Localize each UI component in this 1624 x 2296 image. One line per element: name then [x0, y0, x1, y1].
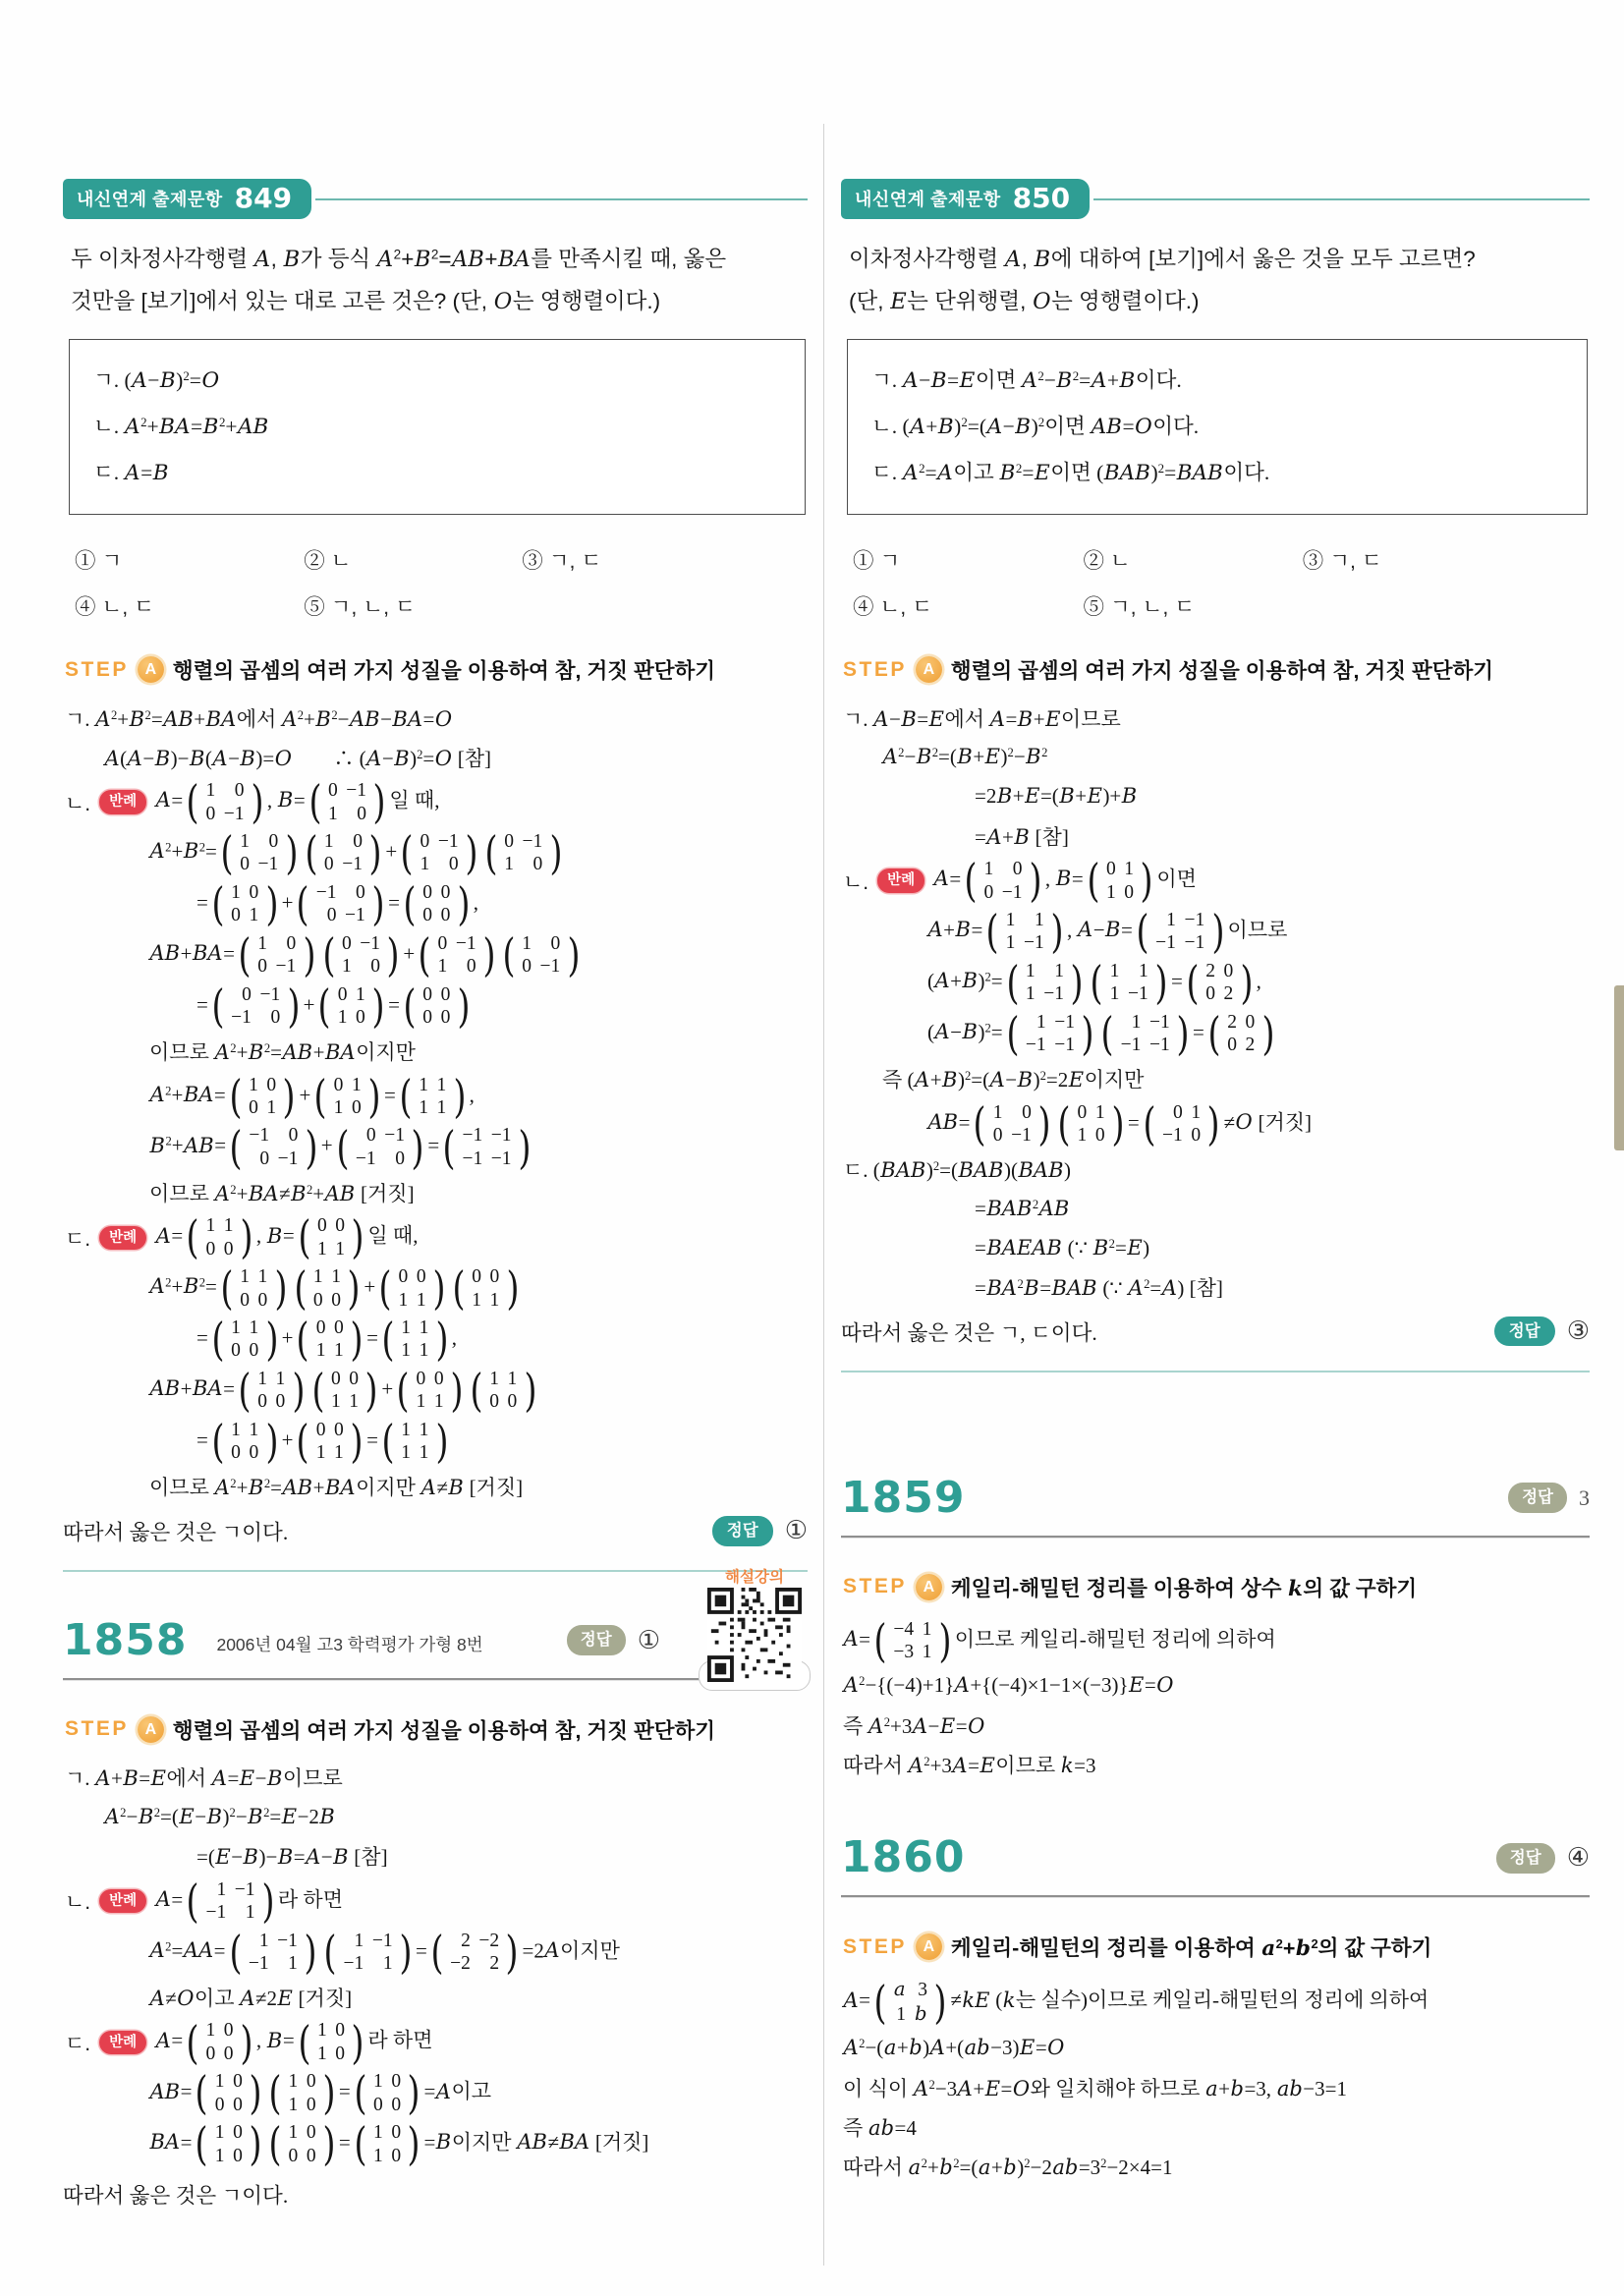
step-heading [843, 654, 1590, 685]
choice: ④ ㄴ, ㄷ [853, 595, 932, 620]
line-text: A(A−B)−B(A−B)=O ∴ $(A-B)^2=O$ [참] [104, 746, 492, 770]
problem-number: 1860 [841, 1832, 966, 1883]
line-text: 즉 $(A+B)^2=(A-B)^2=2E$이지만 [882, 1068, 1145, 1092]
line-text: $(A-B)^2=$ ( 1 −1 −1 −1 ) ( 1 −1 −1 −1 ) = ( 2 0 0 2 ) [927, 1006, 1275, 1060]
step-label: STEP [843, 657, 907, 681]
answer-badge: 정답 [1494, 1316, 1555, 1347]
choice: ⑤ ㄱ, ㄴ, ㄷ [1083, 595, 1196, 620]
step-title: 케일리-해밀턴 정리를 이용하여 상수 k의 값 구하기 [950, 1576, 1418, 1601]
step-grade-icon: A [138, 656, 164, 683]
line-text: = ( 1 1 0 0 ) + ( 0 0 1 1 ) = ( 1 1 1 1 ) [196, 1414, 449, 1468]
line-text: A= ( 1 −1 −1 1 ) 라 하면 [155, 1874, 343, 1928]
statement-line: 것만을 [보기]에서 있는 대로 고른 것은? (단, O는 영행렬이다.) [71, 288, 661, 314]
line-text: =2B+E=(B+E)+B [975, 784, 1138, 809]
problem-1860 [841, 1832, 1590, 2183]
qr-lecture-link[interactable] [694, 1568, 815, 1687]
solution-line [927, 905, 1590, 959]
choice: ① ㄱ [853, 549, 901, 574]
solution-line [65, 700, 808, 735]
problem-number: 1859 [841, 1472, 966, 1523]
bogi-item: ㄷ. A=B [93, 460, 169, 485]
solution-line [149, 1035, 808, 1069]
answer-group [1496, 1843, 1590, 1874]
solution-line [975, 818, 1590, 853]
step-heading [65, 1714, 808, 1745]
solution-line [104, 740, 808, 774]
choice: ③ ㄱ, ㄷ [1302, 549, 1382, 574]
conclusion-text: 따라서 옳은 것은 ㄱ이다. [63, 1520, 289, 1544]
bogi-item: ㄷ. $A^2=A$이고 $B^2=E$이면 (BAB)$^2$=BAB이다. [871, 460, 1270, 485]
line-text: $A^2+B^2=$ ( 1 0 0 −1 ) ( 1 0 0 −1 ) + ( 0 −1 1 0 ) ( 0 −1 1 0 ) [149, 826, 563, 880]
solution-line [882, 1062, 1590, 1096]
counterexample-badge: 반례 [99, 790, 146, 813]
solution-line [65, 1874, 808, 1928]
line-text: ㄱ. A−B=E에서 A=B+E이므로 [843, 706, 1121, 731]
line-text: ㄱ. A+B=E에서 A=E−B이므로 [65, 1766, 343, 1791]
step-label: STEP [65, 657, 129, 681]
problem-header [841, 1472, 1590, 1523]
line-text: 이므로 $A^2+B^2=AB+BA$이지만 [149, 1040, 416, 1065]
solution-line [843, 1747, 1590, 1781]
solution-line [149, 826, 808, 880]
answer-badge: 정답 [712, 1516, 773, 1546]
solution-line [843, 1613, 1590, 1667]
solution-lines [63, 1761, 808, 2171]
problem-849 [63, 179, 808, 1572]
solution-line [149, 1120, 808, 1174]
choice: ② ㄴ [1083, 549, 1131, 574]
step-title: 행렬의 곱셈의 여러 가지 성질을 이용하여 참, 거짓 판단하기 [172, 1718, 716, 1743]
solution-line [843, 1975, 1590, 2029]
answer-badge: 정답 [1508, 1483, 1567, 1513]
solution-line [149, 1470, 808, 1504]
line-text: $A^2-B^2=(E-B)^2-B^2=E-2B$ [104, 1804, 335, 1828]
step-title: 행렬의 곱셈의 여러 가지 성질을 이용하여 참, 거짓 판단하기 [950, 659, 1494, 684]
line-text: $A^2-(a+b)A+(ab-3)E=O$ [843, 2036, 1065, 2060]
solution-lines [841, 700, 1590, 1304]
solution-line [196, 877, 808, 931]
answer-number: ① [637, 1625, 660, 1655]
problem-source: 2006년 04월 고3 학력평가 가형 8번 [216, 1635, 483, 1655]
line-text: A= ( 1 1 0 0 ) , B= ( 0 0 1 1 ) 일 때, [155, 1210, 419, 1264]
solution-line [927, 956, 1590, 1010]
line-text: = ( 1 1 0 0 ) + ( 0 0 1 1 ) = ( 1 1 1 1 ) , [196, 1313, 457, 1367]
conclusion-row [841, 1316, 1590, 1347]
line-text: AB+BA= ( 1 0 0 −1 ) ( 0 −1 1 0 ) + ( 0 −1 1 0 ) ( 1 0 0 −1 ) [149, 927, 581, 981]
bogi-box [69, 339, 806, 516]
line-text: = ( 0 −1 −1 0 ) + ( 0 1 1 0 ) = ( 0 0 0 0 ) [196, 979, 471, 1033]
bogi-box [847, 339, 1588, 516]
line-text: $=BAB^2AB$ [975, 1196, 1070, 1220]
counterexample-badge: 반례 [99, 2031, 146, 2054]
solution-line [149, 1175, 808, 1209]
answer-number: ④ [1566, 1843, 1590, 1874]
conclusion-row [63, 1516, 808, 1546]
solution-line [65, 1210, 808, 1264]
solution-line [975, 779, 1590, 813]
solution-line [196, 1839, 808, 1874]
problem-1859 [841, 1472, 1590, 1782]
line-text: A= ( 1 0 0 0 ) , B= ( 1 0 1 0 ) 라 하면 [155, 2015, 433, 2069]
step-label: STEP [843, 1934, 907, 1958]
problem-850 [841, 179, 1590, 1372]
line-text: 이므로 $A^2+B^2=AB+BA$이지만 A≠B [거짓] [149, 1476, 524, 1500]
line-text: $A^2-\{(-4)+1\}A+\{(-4)\times 1-1\times(-3)\}E=O$ [843, 1673, 1174, 1698]
badge-label: 내신연계 출제문항 [855, 190, 1001, 209]
answer-choices [853, 544, 1588, 621]
conclusion-text: 따라서 옳은 것은 ㄱ이다. [63, 2184, 289, 2209]
solution-line [975, 1231, 1590, 1265]
line-text: A≠O이고 A≠2E [거짓] [149, 1986, 353, 2010]
problem-header [63, 1568, 808, 1665]
solution-line [843, 854, 1590, 908]
step-title: 행렬의 곱셈의 여러 가지 성질을 이용하여 참, 거짓 판단하기 [172, 659, 716, 684]
answer-number: ① [784, 1516, 808, 1546]
answer-number: ③ [1566, 1316, 1590, 1347]
choice: ④ ㄴ, ㄷ [75, 595, 154, 620]
solution-line [975, 1192, 1590, 1226]
step-grade-icon: A [916, 1933, 942, 1960]
choice: ① ㄱ [75, 549, 123, 574]
solution-lines [841, 1975, 1590, 2183]
column-divider [823, 124, 824, 2266]
solution-line [65, 1761, 808, 1795]
statement-line: 이차정사각행렬 A, B에 대하여 [보기]에서 옳은 것을 모두 고르면? [849, 247, 1476, 272]
right-column [841, 0, 1590, 2188]
problem-1858 [63, 1568, 808, 2210]
left-column [63, 0, 808, 2210]
bogi-item: ㄱ. $(A-B)^2=O$ [93, 367, 220, 393]
choice: ② ㄴ [304, 549, 352, 574]
line-text: $A^2+BA=$ ( 1 0 0 1 ) + ( 0 1 1 0 ) = ( 1 1 1 1 ) , [149, 1069, 475, 1123]
solution-line [843, 2149, 1590, 2183]
line-text: =(E−B)−B=A−B [참] [196, 1845, 388, 1870]
counterexample-badge: 반례 [877, 868, 924, 892]
line-text: 즉 $A^2+3A-E=O$ [843, 1713, 985, 1738]
line-text: =A+B [참] [975, 824, 1069, 849]
step-label: STEP [65, 1717, 129, 1741]
linked-problem-badge-row [63, 179, 808, 219]
step-heading [843, 1932, 1590, 1962]
line-text: $=BA^2B=BAB$ (∵ $A^2=A$) [참] [975, 1276, 1223, 1301]
solution-line [843, 2031, 1590, 2065]
step-heading [65, 654, 808, 685]
conclusion-text: 따라서 옳은 것은 ㄱ, ㄷ이다. [841, 1320, 1097, 1345]
linked-problem-badge [841, 179, 1090, 219]
answer-group [1494, 1316, 1590, 1347]
header-rule [841, 1536, 1590, 1539]
badge-label: 내신연계 출제문항 [77, 190, 223, 209]
header-rule [841, 1895, 1590, 1898]
line-text: = ( 1 0 0 1 ) + ( −1 0 0 −1 ) = ( 0 0 0 0 ) , [196, 877, 478, 931]
page-edge-tab [1614, 985, 1624, 1150]
solution-line [927, 1096, 1590, 1150]
solution-line [882, 740, 1590, 774]
solution-line [196, 979, 808, 1033]
solution-line [149, 1069, 808, 1123]
line-text: $(A+B)^2=$ ( 1 1 1 −1 ) ( 1 1 1 −1 ) = ( 2 0 0 2 ) , [927, 956, 1261, 1010]
line-text: 따라서 $a^2+b^2=(a+b)^2-2ab=3^2-2\times 4=1$ [843, 2155, 1173, 2179]
step-grade-icon: A [916, 1574, 942, 1600]
answer-badge: 정답 [567, 1625, 626, 1655]
statement-line: 두 이차정사각행렬 A, B가 등식 $A^2+B^2=AB+BA$를 만족시킬 때, 옳은 [71, 247, 727, 272]
solution-lines [63, 700, 808, 1504]
line-prefix: ㄷ. [65, 1227, 91, 1251]
line-text: A= ( a 3 1 b ) ≠kE (k는 실수)이므로 케일리-해밀턴의 정리에 의하여 [843, 1975, 1429, 2029]
answer-badge: 정답 [1496, 1843, 1555, 1874]
step-grade-icon: A [138, 1716, 164, 1743]
qr-label: 해설강의 [725, 1568, 784, 1586]
solution-line [149, 1980, 808, 2014]
problem-statement [71, 239, 804, 323]
solution-line [149, 927, 808, 981]
line-text: =BAEAB (∵ $B^2=E$) [975, 1235, 1150, 1260]
step-title: 케일리-해밀턴의 정리를 이용하여 $a^2+b^2$의 값 구하기 [950, 1936, 1432, 1962]
answer-number: 3 [1579, 1484, 1590, 1510]
solution-line [149, 1261, 808, 1316]
solution-line [104, 1800, 808, 1834]
line-text: AB= ( 1 0 0 −1 ) ( 0 1 1 0 ) = ( 0 1 −1 0 ) ≠O [거짓] [927, 1096, 1313, 1150]
line-text: 즉 ab=4 [843, 2115, 917, 2140]
badge-rule [315, 198, 808, 200]
problem-number: 849 [234, 182, 293, 214]
solution-line [843, 700, 1590, 735]
line-text: AB+BA= ( 1 1 0 0 ) ( 0 0 1 1 ) + ( 0 0 1 1 ) ( 1 1 0 0 ) [149, 1364, 537, 1418]
bogi-item: ㄴ. $A^2+BA=B^2+AB$ [93, 414, 269, 439]
line-text: 이 식이 $A^2-3A+E=O$와 일치해야 하므로 a+b=3, ab−3=1 [843, 2076, 1347, 2100]
counterexample-badge: 반례 [99, 1226, 146, 1250]
choice: ⑤ ㄱ, ㄴ, ㄷ [304, 595, 416, 620]
bogi-item: ㄱ. A−B=E이면 $A^2-B^2=A+B$이다. [871, 367, 1182, 393]
solution-line [196, 1414, 808, 1468]
solution-line [149, 1925, 808, 1979]
line-text: $A^2=AA=$ ( 1 −1 −1 1 ) ( 1 −1 −1 1 ) = ( 2 −2 −2 2 ) =2A이지만 [149, 1925, 620, 1979]
line-prefix: ㄴ. [65, 1891, 91, 1915]
counterexample-badge: 반례 [99, 1889, 146, 1913]
choice: ③ ㄱ, ㄷ [522, 549, 602, 574]
solution-line [975, 1270, 1590, 1305]
qr-code-icon[interactable] [699, 1660, 811, 1691]
solution-line [843, 2109, 1590, 2144]
answer-group [1508, 1483, 1590, 1513]
line-text: A= ( 1 0 0 −1 ) , B= ( 0 −1 1 0 ) 일 때, [155, 775, 440, 829]
line-text: A= ( 1 0 0 −1 ) , B= ( 0 1 1 0 ) 이면 [933, 854, 1197, 908]
step-label: STEP [843, 1575, 907, 1598]
line-prefix: ㄴ. [843, 870, 869, 894]
answer-group [567, 1625, 660, 1655]
solution-line [927, 1006, 1590, 1060]
line-text: AB= ( 1 0 0 0 ) ( 1 0 1 0 ) = ( 1 0 0 0 ) =A이고 [149, 2066, 492, 2120]
line-text: 따라서 $A^2+3A=E$이므로 k=3 [843, 1753, 1096, 1777]
answer-choices [75, 544, 806, 621]
solution-line [196, 1313, 808, 1367]
bogi-item: ㄴ. $(A+B)^2=(A-B)^2$이면 AB=O이다. [871, 414, 1200, 439]
line-text: A+B= ( 1 1 1 −1 ) , A−B= ( 1 −1 −1 −1 ) 이므로 [927, 905, 1288, 959]
badge-rule [1093, 198, 1590, 200]
conclusion-row [63, 2179, 808, 2210]
step-heading [843, 1572, 1590, 1602]
linked-problem-badge [63, 179, 311, 219]
solution-line [149, 2117, 808, 2171]
line-text: BA= ( 1 0 1 0 ) ( 1 0 0 0 ) = ( 1 0 1 0 ) =B이지만 AB≠BA [거짓] [149, 2117, 649, 2171]
problem-number: 850 [1012, 182, 1071, 214]
solution-line [843, 1708, 1590, 1742]
solution-line [149, 2066, 808, 2120]
line-text: ㄱ. $A^2+B^2=AB+BA$에서 $A^2+B^2-AB-BA=O$ [65, 706, 453, 731]
line-prefix: ㄷ. [65, 2032, 91, 2055]
answer-group [712, 1516, 808, 1546]
problem-statement [849, 239, 1586, 323]
line-text: 이므로 $A^2+BA\ne B^2+AB$ [거짓] [149, 1181, 415, 1205]
solution-line [843, 1668, 1590, 1703]
step-grade-icon: A [916, 656, 942, 683]
problem-number: 1858 [63, 1614, 188, 1665]
line-text: $A^2-B^2=(B+E)^2-B^2$ [882, 745, 1048, 769]
solution-lines [841, 1613, 1590, 1782]
section-divider [841, 1371, 1590, 1372]
solution-line [65, 775, 808, 829]
solution-line [843, 2070, 1590, 2104]
line-text: $B^2+AB=$ ( −1 0 0 −1 ) + ( 0 −1 −1 0 ) = ( −1 −1 −1 −1 ) [149, 1120, 532, 1174]
line-text: A= ( −4 1 −3 1 ) 이므로 케일리-해밀턴 정리에 의하여 [843, 1613, 1276, 1667]
line-text: ㄷ. (BAB)$^2$=(BAB)(BAB) [843, 1158, 1072, 1183]
linked-problem-badge-row [841, 179, 1590, 219]
solution-line [65, 2015, 808, 2069]
line-prefix: ㄴ. [65, 792, 91, 815]
statement-line: (단, E는 단위행렬, O는 영행렬이다.) [849, 288, 1200, 314]
solution-line [149, 1364, 808, 1418]
line-text: $A^2+B^2=$ ( 1 1 0 0 ) ( 1 1 0 0 ) + ( 0 0 1 1 ) ( 0 0 1 1 ) [149, 1261, 520, 1316]
solution-line [843, 1152, 1590, 1187]
problem-header [841, 1832, 1590, 1883]
